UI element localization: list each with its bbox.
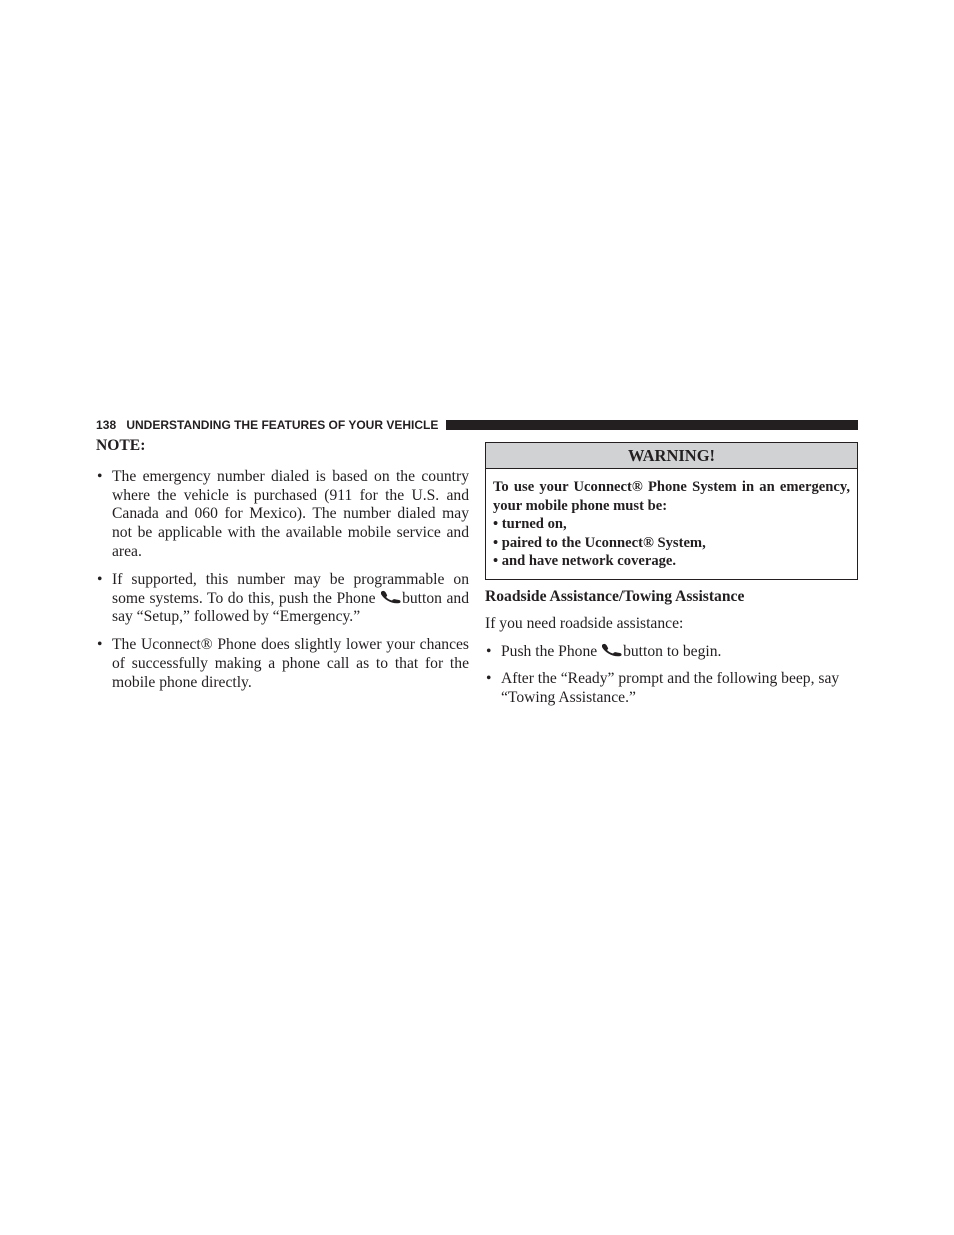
bullet-icon: • xyxy=(97,467,103,485)
warning-item: • turned on, xyxy=(493,516,567,533)
right-column xyxy=(485,442,858,717)
section-title: UNDERSTANDING THE FEATURES OF YOUR VEHICLE xyxy=(126,418,439,432)
list-item xyxy=(96,571,469,627)
note-text: The Uconnect® Phone does slightly lower your chances of successfully making a phone call as to that for the mobile phone directly. xyxy=(112,636,469,691)
header-rule xyxy=(446,420,858,430)
note-text: button and say “Setup,” followed by “Emergency.” xyxy=(112,589,469,626)
intro-paragraph: If you need roadside assistance: xyxy=(485,614,684,632)
warning-title: WARNING! xyxy=(486,443,857,469)
warning-intro: To use your Uconnect® Phone System in an emergency, your mobile phone must be: xyxy=(493,479,850,514)
bullet-icon: • xyxy=(97,570,103,588)
list-item xyxy=(96,636,469,692)
list-item xyxy=(96,468,469,562)
step-text: button to begin. xyxy=(623,642,722,660)
left-column xyxy=(96,437,469,702)
warning-item: • and have network coverage. xyxy=(493,553,677,570)
warning-body xyxy=(486,469,857,579)
page-header xyxy=(96,417,858,433)
note-text: If supported, this number may be programmable on some systems. To do this, push the Phone xyxy=(112,570,469,607)
roadside-bullet-list xyxy=(485,643,858,708)
list-item xyxy=(485,643,858,662)
note-text: The emergency number dialed is based on the country where the vehicle is purchased (911 for the U.S. and Canada and 060 for Mexico). The number dialed may not be applicable with the available mobile service and area. xyxy=(112,467,469,560)
page-number: 138 xyxy=(96,418,117,432)
bullet-icon: • xyxy=(97,636,103,654)
note-bullet-list xyxy=(96,468,469,693)
bullet-icon: • xyxy=(486,642,492,660)
phone-icon xyxy=(380,590,402,604)
step-text: Push the Phone xyxy=(501,642,602,660)
warning-box xyxy=(485,442,858,580)
note-label: NOTE: xyxy=(96,437,146,454)
section-subheading: Roadside Assistance/Towing Assistance xyxy=(485,587,745,605)
list-item xyxy=(485,670,858,708)
bullet-icon: • xyxy=(486,670,492,688)
step-text: After the “Ready” prompt and the following beep, say “Towing Assistance.” xyxy=(501,670,840,707)
warning-item: • paired to the Uconnect® System, xyxy=(493,534,706,551)
phone-icon xyxy=(601,643,623,657)
